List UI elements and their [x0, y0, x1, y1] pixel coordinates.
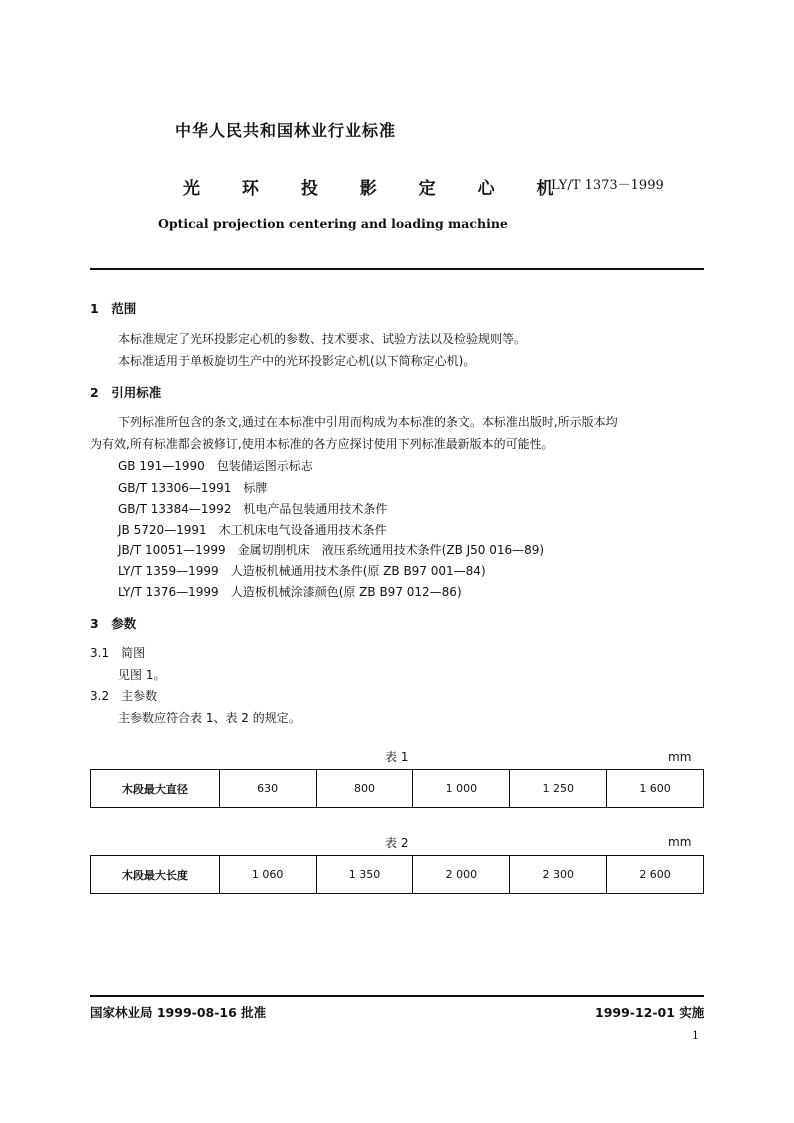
section-1-paragraph-1: 本标准规定了光环投影定心机的参数、技术要求、试验方法以及检验规则等。 [118, 332, 527, 346]
reference-standard: LY/T 1359—1999 人造板机械通用技术条件(原 ZB B97 001—84) [118, 564, 486, 578]
reference-standard: GB 191—1990 包装储运图示标志 [118, 459, 313, 473]
section-2-paragraph-line-1: 下列标准所包含的条文,通过在本标准中引用而构成为本标准的条文。本标准出版时,所示版本均 [118, 415, 618, 429]
document-title: 光 环 投 影 定 心 机 [183, 179, 572, 199]
standard-organization: 中华人民共和国林业行业标准 [175, 121, 397, 140]
table-2-caption: 表 2 [385, 836, 409, 850]
section-3-2-heading: 3.2 主参数 [90, 689, 158, 703]
section-2-paragraph-line-2: 为有效,所有标准都会被修订,使用本标准的各方应探讨使用下列标准最新版本的可能性。 [90, 437, 554, 451]
section-3-heading: 3 参数 [90, 616, 137, 631]
table-row-header: 木段最大长度 [91, 856, 220, 894]
english-title: Optical projection centering and loading machine [158, 216, 508, 231]
section-1-heading: 1 范围 [90, 301, 137, 316]
table-row [91, 856, 704, 894]
table-cell: 2 300 [510, 856, 607, 894]
table-1-unit: mm [668, 750, 692, 764]
table-row [91, 770, 704, 808]
reference-standard: GB/T 13384—1992 机电产品包装通用技术条件 [118, 502, 388, 516]
approval-note: 国家林业局 1999-08-16 批准 [90, 1005, 267, 1020]
top-divider [90, 268, 704, 270]
standard-number: LY/T 1373－1999 [551, 178, 664, 193]
table-1-caption: 表 1 [385, 750, 409, 764]
table-cell: 800 [316, 770, 413, 808]
section-1-paragraph-2: 本标准适用于单板旋切生产中的光环投影定心机(以下简称定心机)。 [118, 354, 476, 368]
section-3-2-text: 主参数应符合表 1、表 2 的规定。 [118, 711, 301, 725]
page-number: 1 [692, 1029, 699, 1042]
reference-standard: JB/T 10051—1999 金属切削机床 液压系统通用技术条件(ZB J50 016—89) [118, 543, 545, 557]
table-cell: 1 350 [316, 856, 413, 894]
table-cell: 2 600 [607, 856, 704, 894]
table-2 [90, 855, 704, 894]
reference-standard: LY/T 1376—1999 人造板机械涂漆颜色(原 ZB B97 012—86) [118, 585, 462, 599]
table-cell: 1 000 [413, 770, 510, 808]
table-row-header: 木段最大直径 [91, 770, 220, 808]
reference-standard: GB/T 13306—1991 标牌 [118, 481, 268, 495]
table-cell: 1 600 [607, 770, 704, 808]
table-cell: 1 250 [510, 770, 607, 808]
section-3-1-text: 见图 1。 [118, 668, 166, 682]
bottom-divider [90, 995, 704, 997]
reference-standard: JB 5720—1991 木工机床电气设备通用技术条件 [118, 523, 387, 537]
table-cell: 2 000 [413, 856, 510, 894]
section-2-heading: 2 引用标准 [90, 385, 162, 400]
table-2-unit: mm [668, 835, 692, 849]
table-1 [90, 769, 704, 808]
section-3-1-heading: 3.1 简图 [90, 646, 146, 660]
table-cell: 630 [219, 770, 316, 808]
implementation-date: 1999-12-01 实施 [595, 1005, 705, 1020]
table-cell: 1 060 [219, 856, 316, 894]
